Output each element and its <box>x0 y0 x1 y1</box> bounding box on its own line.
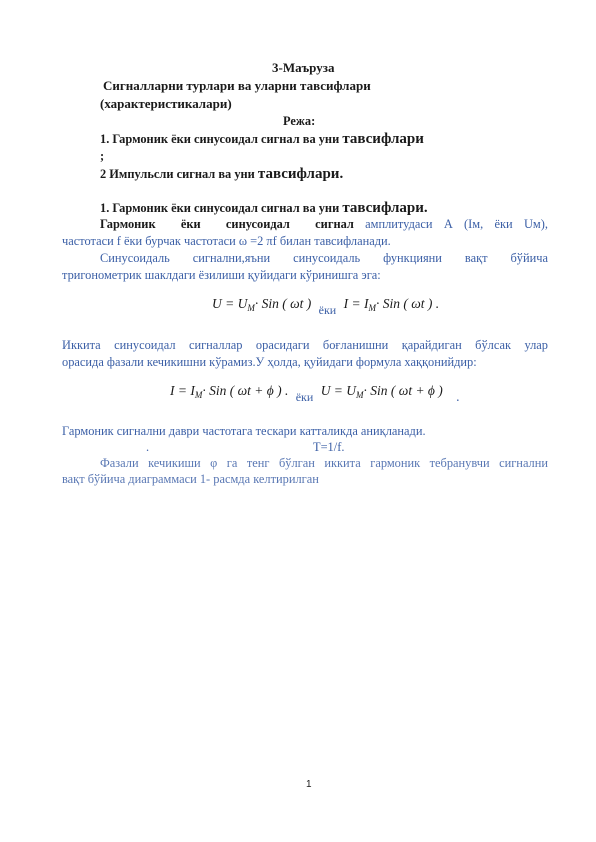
para4-dot: . <box>146 440 150 454</box>
formula-2-right-rest: · Sin ( ωt + ϕ ) <box>363 383 443 398</box>
para1-line2: частотаси f ёки бурчак частотаси ω =2 πf билан тавсифланади. <box>62 234 391 248</box>
plan-item-2-emph: тавсифлари. <box>257 166 344 182</box>
formula-2-right-main: U = U <box>320 383 357 398</box>
formula-2-dot: . <box>456 389 460 404</box>
formula-2-left-sub: M <box>194 390 203 400</box>
para3-line2: орасида фазали кечикишни кўрамиз.У ҳолда, қуйидаги формула хаққонийдир: <box>62 355 477 369</box>
para1-line1 <box>100 217 548 232</box>
plan-item-2-text: 2 Импульсли сигнал ва уни <box>100 167 258 181</box>
formula-2-left-rest: · Sin ( ωt + ϕ ) . <box>202 383 289 398</box>
formula-1-left-main: U = U <box>212 296 248 311</box>
formula-2 <box>170 383 460 404</box>
formula-1-right-sub: M <box>368 303 376 313</box>
para5-line2: вақт бўйича диаграммаси 1- расмда келтирилган <box>62 472 319 486</box>
para2-line2: тригонометрик шаклдаги ёзилиши қуйидаги кўринишга эга: <box>62 268 381 282</box>
para3-line1: Иккита синусоидал сигналлар орасидаги боғланишни қарайдиган бўлсак улар <box>62 338 548 352</box>
section-1-heading-text: 1. Гармоник ёки синусоидал сигнал ва уни <box>100 201 343 215</box>
formula-2-left-main: I = I <box>170 383 195 398</box>
para5-line1: Фазали кечикиши φ га тенг бўлган иккита гармоник тебранувчи сигнални <box>100 456 548 470</box>
plan-item-1-text: 1. Гармоник ёки синусоидал сигнал ва уни <box>100 132 343 146</box>
formula-1-right-rest: · Sin ( ωt ) . <box>375 296 440 311</box>
section-1-heading-emph: тавсифлари. <box>342 200 428 216</box>
para4-line1: Гармоник сигнални даври частотага тескари катталикда аниқланади. <box>62 424 426 438</box>
page-number: 1 <box>306 779 312 790</box>
plan-item-1-end: ; <box>100 149 105 163</box>
formula-2-or: ёки <box>295 390 314 404</box>
plan-label: Режа: <box>283 114 316 128</box>
plan-item-1-emph: тавсифлари <box>342 131 424 147</box>
para1-blue: амплитудаси А (Iм, ёки Uм), <box>365 217 548 231</box>
para1-bold: Гармоник ёки синусоидал сигнал <box>100 217 354 231</box>
formula-1-or: ёки <box>318 303 337 317</box>
period-formula: T=1/f. <box>313 440 345 454</box>
plan-item-2 <box>100 166 343 183</box>
formula-2-right-sub: M <box>356 390 364 400</box>
lecture-subtitle-line2: (характеристикалари) <box>100 96 232 111</box>
lecture-subtitle-line1: Сигналларни турлари ва уларни тавсифлари <box>103 78 371 93</box>
formula-1 <box>212 296 440 317</box>
section-1-heading <box>100 200 428 217</box>
plan-item-1 <box>100 131 424 148</box>
formula-1-right-main: I = I <box>343 296 369 311</box>
formula-1-left-rest: · Sin ( ωt ) <box>254 296 312 311</box>
formula-1-left-sub: M <box>247 303 255 313</box>
para2-line1: Синусоидаль сигнални,яъни синусоидаль функцияни вақт бўйича <box>100 251 548 265</box>
lecture-title: 3-Маъруза <box>272 60 335 75</box>
